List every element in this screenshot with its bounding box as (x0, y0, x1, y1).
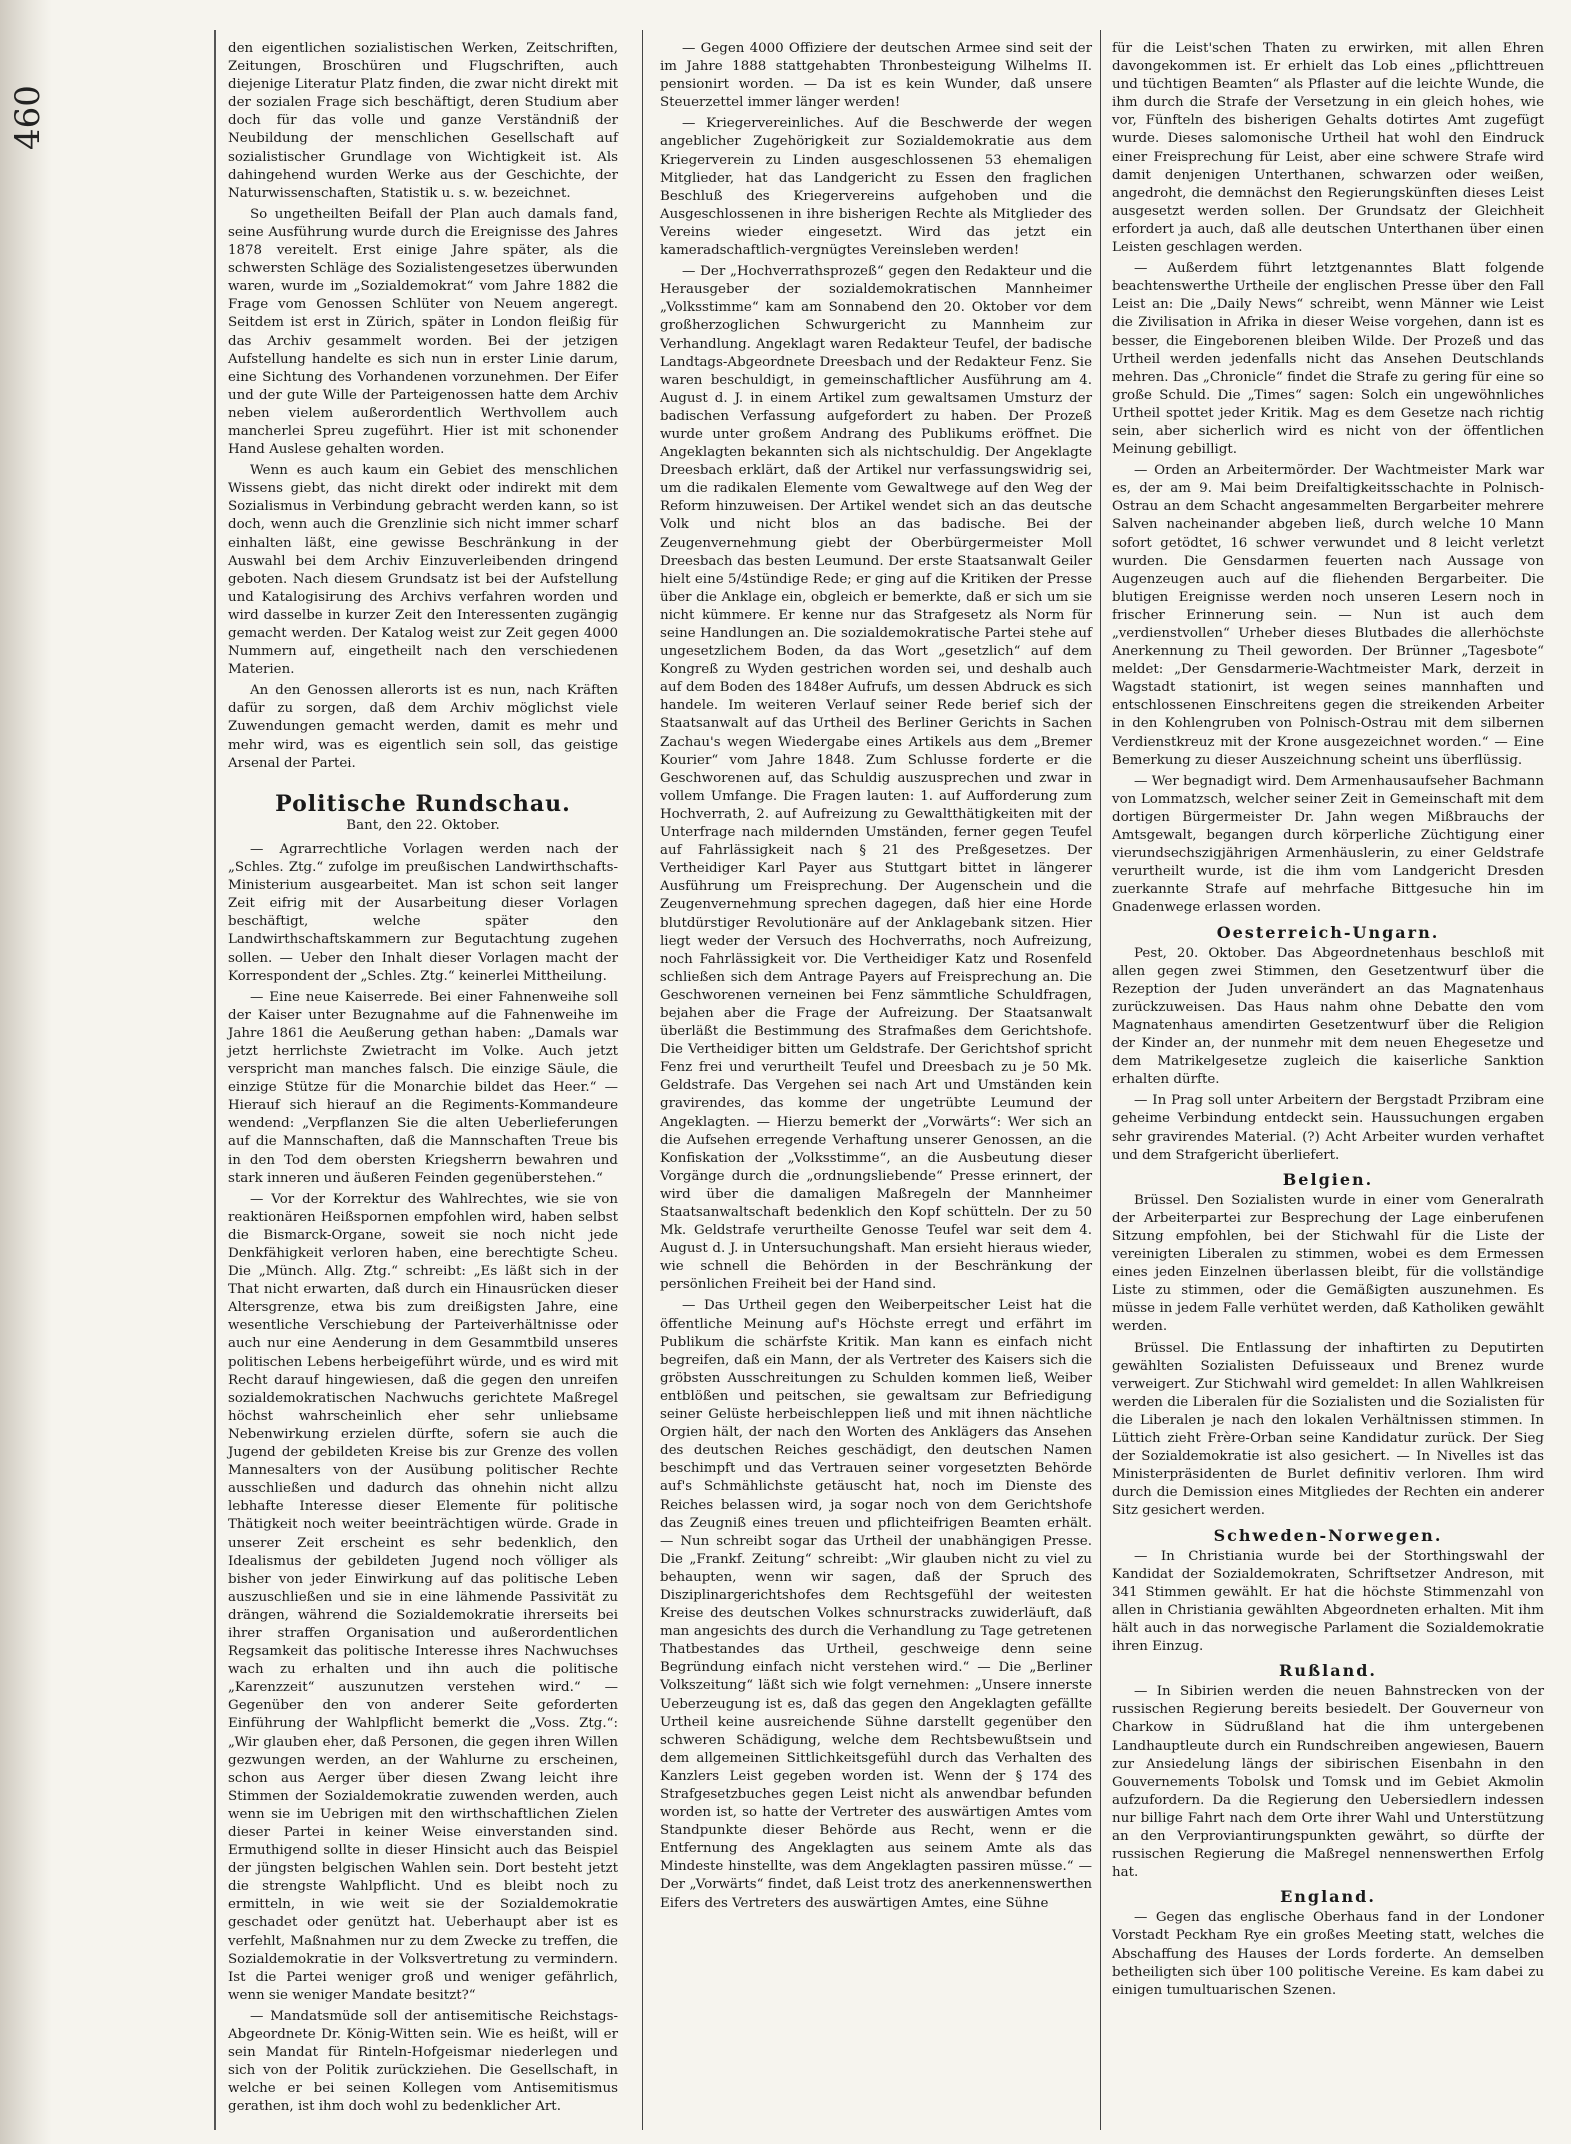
column-1 (228, 40, 618, 2120)
paragraph: — Gegen 4000 Offiziere der deutschen Armee sind seit der im Jahre 1888 stattgehabten Thronbesteigung Wilhelms II. pensionirt worden. — Da ist es kein Wunder, daß unsere Steuerzettel immer länger werden! (660, 41, 1092, 111)
paragraph: — In Prag soll unter Arbeitern der Bergstadt Przibram eine geheime Verbindung entdeckt sein. Haussuchungen ergaben sehr gravirendes Material. (?) Acht Arbeiter wurden verhaftet und dem Strafgericht überliefert. (1112, 1093, 1544, 1163)
paragraph: — Kriegervereinliches. Auf die Beschwerde der wegen angeblicher Zugehörigkeit zur Sozialdemokratie aus dem Kriegerverein zu Linden ausgeschlossenen 53 ehemaligen Mitglieder, hat das Landgericht zu Essen den fraglichen Beschluß des Kriegervereins aufgehoben und die Ausgeschlossenen in ihre bisherigen Rechte als Mitglieder des Vereins wieder eingesetzt. Wird das jetzt ein kameradschaftlich-vergnügtes Vereinsleben werden! (660, 116, 1092, 259)
paragraph: — In Sibirien werden die neuen Bahnstrecken von der russischen Regierung bereits besiedelt. Der Gouverneur von Charkow in Südrußland hat die ihm untergebenen Landhauptleute durch ein Rundschreiben angewiesen, Bauern zur Ansiedelung längs der sibirischen Eisenbahn in den Gouvernements Tobolsk und Tomsk und im Gebiet Akmolin aufzufordern. Da die Regierung den Uebersiedlern indessen nur billige Fahrt nach dem Orte ihrer Wahl und Unterstützung an den Verproviantirungspunkten gewährt, so dürfte der russischen Regierung die Maßregel nennenswerthen Erfolg hat. (1112, 1684, 1544, 1881)
country-heading: Oesterreich-Ungarn. (1216, 922, 1440, 942)
column-2 (660, 40, 1092, 1916)
dateline: Bant, den 22. Oktober. (346, 817, 500, 833)
column-rule (642, 30, 643, 2130)
paragraph: — Gegen das englische Oberhaus fand in der Londoner Vorstadt Peckham Rye ein großes Meeting statt, welches die Abschaffung des Hauses der Lords forderte. An demselben betheiligten sich über 100 politische Vereine. Es kam dabei zu einigen tumultuarischen Szenen. (1112, 1910, 1544, 1998)
binding-edge (0, 0, 52, 2144)
left-border-rule (214, 30, 216, 2130)
paragraph: — Das Urtheil gegen den Weiberpeitscher Leist hat die öffentliche Meinung auf's Höchste erregt und erfährt im Publikum die schärfste Kritik. Man kann es einfach nicht begreifen, daß ein Mann, der als Vertreter des Kaisers sich die gröbsten Ausschreitungen zu Schulden kommen ließ, Weiber entblößen und peitschen, sie gewaltsam zur Befriedigung seiner Gelüste herbeischleppen ließ und mit ihnen nächtliche Orgien hält, der nach den Worten des Anklägers das Ansehen des deutschen Reiches geschädigt, den deutschen Namen beschimpft und das Vertrauen seiner vorgesetzten Behörde auf's Schmählichste getäuscht hat, noch im Dienste des Reiches belassen wird, ja sogar noch von dem Gerichtshofe das Zeugniß eines treuen und pflichteifrigen Beamten erhält. — Nun schreibt sogar das Urtheil der unabhängigen Presse. Die „Frankf. Zeitung“ schreibt: „Wir glauben nicht zu viel zu behaupten, wenn wir sagen, daß der Spruch des Disziplinargerichtshofes dem Rechtsgefühl der weitesten Kreise des deutschen Volkes schnurstracks zuwiderläuft, daß man angesichts des durch die Verhandlung zu Tage getretenen Thatbestandes das Urtheil, geschweige denn seine Begründung einfach nicht verstehen wird.“ — Die „Berliner Volkszeitung“ läßt sich wie folgt vernehmen: „Unsere innerste Ueberzeugung ist es, daß das gegen den Angeklagten gefällte Urtheil keine ausreichende Sühne darstellt gegenüber den schweren Schädigung, welche dem Rechtsbewußtsein und dem allgemeinen Sittlichkeitsgefühl durch das Verhalten des Kanzlers Leist gegeben worden ist. Wenn der § 174 des Strafgesetzbuches gegen Leist nicht als anwendbar befunden worden ist, so hatte der Vertreter des auswärtigen Amtes vom Standpunkte dieser Behörde aus Recht, wenn er die Entfernung des Angeklagten aus seinem Amte als das Mindeste hinstellte, was dem Angeklagten passiren müsse.“ — Der „Vorwärts“ findet, daß Leist trotz des anerkennenswerthen Eifers des Vertreters des auswärtigen Amtes, eine Sühne (660, 1298, 1092, 1911)
paragraph: An den Genossen allerorts ist es nun, nach Kräften dafür zu sorgen, daß dem Archiv möglichst viele Zuwendungen gemacht werden, damit es mehr und mehr wird, was es eigentlich sein soll, das geistige Arsenal der Partei. (228, 683, 618, 771)
paragraph: — Eine neue Kaiserrede. Bei einer Fahnenweihe soll der Kaiser unter Bezugnahme auf die Fahnenweihe im Jahre 1861 die Aeußerung gethan haben: „Damals war jetzt herrlichste Zwietracht im Volke. Auch jetzt verspricht man manches falsch. Die einzige Säule, die einzige Stütze für die Monarchie bildet das Heer.“ — Hierauf sich hierauf an die Regiments-Kommandeure wendend: „Verpflanzen Sie die alten Ueberlieferungen auf die Mannschaften, daß die Mannschaften Treue bis in den Tod dem obersten Kriegsherrn bewahren und stark inneren und äußeren Feinden gegenüberstehen.“ (228, 989, 618, 1186)
country-heading: England. (1280, 1887, 1376, 1907)
paragraph: den eigentlichen sozialistischen Werken, Zeitschriften, Zeitungen, Broschüren und Flugschriften, auch diejenige Literatur Platz finden, die zwar nicht direkt mit der sozialen Frage sich beschäftigt, deren Studium aber doch für das volle und ganze Verständniß der Neubildung der menschlichen Gesellschaft auf sozialistischer Grundlage von Wichtigkeit ist. Als dahingehend wurden Werke aus der Geschichte, der Naturwissenschaften, Statistik u. s. w. bezeichnet. (228, 41, 618, 201)
paragraph: Pest, 20. Oktober. Das Abgeordnetenhaus beschloß mit allen gegen zwei Stimmen, den Gesetzentwurf über die Rezeption der Juden unverändert an das Magnatenhaus zurückzuweisen. Das Haus nahm ohne Debatte den vom Magnatenhaus amendirten Gesetzentwurf über die Religion der Kinder an, der nunmehr mit dem neuen Ehegesetze und dem Matrikelgesetze zugleich die kaiserliche Sanktion erhalten dürfte. (1112, 945, 1544, 1088)
paragraph: — Außerdem führt letztgenanntes Blatt folgende beachtenswerthe Urtheile der englischen Presse über den Fall Leist an: Die „Daily News“ schreibt, wenn Männer wie Leist die Zivilisation in Afrika in dieser Weise vorgehen, dann ist es besser, die Eingeborenen bleiben Wilde. Der Prozeß und das Urtheil werden jedenfalls nicht das Ansehen Deutschlands mehren. Das „Chronicle“ findet die Strafe zu gering für eine so große Schuld. Die „Times“ sagen: Solch ein ungewöhnliches Urtheil spottet jeder Kritik. Mag es dem Gesetze nach richtig sein, aber sicherlich wird es nicht von der öffentlichen Meinung gebilligt. (1112, 261, 1544, 458)
paragraph: Wenn es auch kaum ein Gebiet des menschlichen Wissens giebt, das nicht direkt oder indirekt mit dem Sozialismus in Verbindung gebracht werden kann, so ist doch, wenn auch die Grenzlinie sich nicht immer scharf einhalten läßt, eine gewisse Beschränkung in der Auswahl bei dem Archiv Einzuverleibenden dringend geboten. Nach diesem Grundsatz ist bei der Aufstellung und Katalogisirung des Archivs verfahren worden und wird dasselbe in kurzer Zeit den Interessenten zugängig gemacht werden. Der Katalog weist zur Zeit gegen 4000 Nummern auf, eingetheilt nach den verschiedenen Materien. (228, 463, 618, 678)
paragraph: — In Christiania wurde bei der Storthingswahl der Kandidat der Sozialdemokraten, Schriftsetzer Andreson, mit 341 Stimmen gewählt. Er hat die höchste Stimmenzahl von allen in Christiania gewählten Abgeordneten erhalten. Mit ihm hält auch in das norwegische Parlament die Sozialdemokratie ihren Einzug. (1112, 1548, 1544, 1655)
country-heading: Belgien. (1282, 1169, 1374, 1189)
page-number: 460 (8, 85, 48, 150)
column-3 (1112, 40, 1544, 2003)
paragraph: — Mandatsmüde soll der antisemitische Reichstags-Abgeordnete Dr. König-Witten sein. Wie es heißt, will er sein Mandat für Rinteln-Hofgeismar niederlegen und sich von der Politik zurückziehen. Die Gesellschaft, in welche er bei seinen Kollegen vom Antisemitismus gerathen, ist ihm doch wohl zu bedenklicher Art. (228, 2008, 618, 2115)
paragraph: So ungetheilten Beifall der Plan auch damals fand, seine Ausführung wurde durch die Ereignisse des Jahres 1878 vereitelt. Erst einige Jahre später, als die schwersten Schläge des Sozialistengesetzes überwunden waren, wurde im „Sozialdemokrat“ vom Jahre 1882 die Frage vom Genossen Schlüter von Neuem angeregt. Seitdem ist erst in Zürich, später in London fleißig für das Archiv gesammelt worden. Bei der jetzigen Aufstellung handelte es sich nun in erster Linie darum, eine Sichtung des Vorhandenen vorzunehmen. Der Eifer und der gute Wille der Parteigenossen hatte dem Archiv neben vielem außerordentlich Werthvollem auch mancherlei Spreu zugeführt. Hier ist mit schonender Hand Auslese gehalten worden. (228, 206, 618, 458)
paragraph: Brüssel. Die Entlassung der inhaftirten zu Deputirten gewählten Sozialisten Defuisseaux und Brenez wurde verweigert. Zur Stichwahl wird gemeldet: In allen Wahlkreisen werden die Liberalen für die Sozialisten und die Sozialisten für die Liberalen je nach den lokalen Verhältnissen stimmen. In Lüttich zieht Frère-Orban seine Kandidatur zurück. Der Sieg der Sozialdemokratie ist also gesichert. — In Nivelles ist das Ministerpräsidenten de Burlet definitiv verloren. Ihm wird durch die Demission eines Mitgliedes der Rechten ein anderer Sitz gesichert werden. (1112, 1340, 1544, 1519)
paragraph: — Agrarrechtliche Vorlagen werden nach der „Schles. Ztg.“ zufolge im preußischen Landwirthschafts-Ministerium ausgearbeitet. Man ist schon seit langer Zeit eifrig mit der Ausarbeitung dieser Vorlagen beschäftigt, welche später den Landwirthschaftskammern zur Begutachtung zugehen sollen. — Ueber den Inhalt dieser Vorlagen macht der Korrespondent der „Schles. Ztg.“ keinerlei Mittheilung. (228, 841, 618, 984)
paragraph: Brüssel. Den Sozialisten wurde in einer vom Generalrath der Arbeiterpartei zur Besprechung der Lage einberufenen Sitzung empfohlen, bei der Stichwahl für die Liste der vereinigten Liberalen zu stimmen, wobei es dem Ermessen eines jeden Einzelnen überlassen bleibt, für die vollständige Liste zu stimmen, oder die Gemäßigten auszunehmen. Es müsse in jedem Falle verhütet werden, daß Katholiken gewählt werden. (1112, 1192, 1544, 1335)
paragraph: — Der „Hochverrathsprozeß“ gegen den Redakteur und die Herausgeber der sozialdemokratischen Mannheimer „Volksstimme“ kam am Sonnabend den 20. Oktober vor dem großherzoglichen Schwurgericht zu Mannheim zur Verhandlung. Angeklagt waren Redakteur Teufel, der badische Landtags-Abgeordnete Dreesbach und der Redakteur Fenz. Sie waren beschuldigt, in gemeinschaftlicher Ausführung am 4. August d. J. in einem Artikel zum gewaltsamen Umsturz der badischen Verfassung aufgefordert zu haben. Der Prozeß wurde unter großem Andrang des Publikums eröffnet. Die Angeklagten bekannten sich als nichtschuldig. Der Angeklagte Dreesbach erklärt, daß der Artikel nur verfassungswidrig sei, um die radikalen Elemente vom Gewaltwege auf den Weg der Reform hinzuweisen. Der Artikel wendet sich an das deutsche Volk und nicht blos an das badische. Bei der Zeugenvernehmung giebt der Oberbürgermeister Moll Dreesbach das besten Leumund. Der erste Staatsanwalt Geiler hielt eine 5/4stündige Rede; er ging auf die Kritiken der Presse über die Anklage ein, obgleich er bemerkte, daß er sich um sie nicht kümmere. Er kenne nur das Strafgesetz als Norm für seine Handlungen an. Die sozialdemokratische Partei stehe auf ungesetzlichem Boden, da das Wort „gesetzlich“ auf dem Kongreß zu Wyden gestrichen worden sei, und deshalb auch auf dem Boden des 1848er Aufrufs, um dessen Abdruck es sich handele. Im weiteren Verlauf seiner Rede berief sich der Staatsanwalt auf das Urtheil des Berliner Gerichts in Sachen Zachau's wegen Wiedergabe eines Artikels aus dem „Bremer Kourier“ vom Jahre 1848. Zum Schlusse forderte er die Geschworenen auf, das Schuldig auszusprechen und zwar in vollem Umfange. Die Fragen lauten: 1. auf Aufforderung zum Hochverrath, 2. auf Aufreizung zu Gewaltthätigkeiten mit der Unterfrage nach mildernden Umständen, ferner gegen Teufel auf Fahrlässigkeit nach § 21 des Preßgesetzes. Der Vertheidiger Karl Payer aus Stuttgart bittet in längerer Ausführung um Freisprechung. Der Augenschein und die Zeugenvernehmung sprechen dagegen, daß hier eine Horde blutdürstiger Revolutionäre auf der Anklagebank sitzen. Hier liegt weder der Versuch des Hochverraths, noch Aufreizung, noch Fahrlässigkeit vor. Die Vertheidiger Katz und Rosenfeld schließen sich dem Antrage Payers auf Freisprechung an. Die Geschworenen verneinen bei Fenz sämmtliche Schuldfragen, bejahen aber die Frage der Aufreizung. Der Staatsanwalt überläßt die Bestimmung des Strafmaßes dem Gerichtshofe. Die Vertheidiger bitten um Geldstrafe. Der Gerichtshof spricht Fenz frei und verurtheilt Teufel und Dreesbach zu je 50 Mk. Geldstrafe. Das Vergehen sei nach Art und Umständen kein gravirendes, das komme der ungetrübte Leumund der Angeklagten. — Hierzu bemerkt der „Vorwärts“: Wer sich an die Aufsehen erregende Verhaftung unserer Genossen, an die Konfiskation der „Volksstimme“, an die Ausbeutung dieser Vorgänge durch die „ordnungsliebende“ Presse erinnert, der wird über die damaligen Maßregeln der Mannheimer Staatsanwaltschaft bedenklich den Kopf schütteln. Der zu 50 Mk. Geldstrafe verurtheilte Genosse Teufel war seit dem 4. August d. J. in Untersuchungshaft. Man ersieht hieraus wieder, wie schnell die Behörden in der Beschränkung der persönlichen Freiheit bei der Hand sind. (660, 264, 1092, 1293)
country-heading: Schweden-Norwegen. (1213, 1525, 1443, 1545)
paragraph: — Wer begnadigt wird. Dem Armenhausaufseher Bachmann von Lommatzsch, welcher seiner Zeit in Gemeinschaft mit dem dortigen Bürgermeister Dr. Jahn wegen Mißbrauchs der Amtsgewalt, begangen durch körperliche Züchtigung einer vierundsechszigjährigen Armenhäuslerin, zu einer Geldstrafe verurtheilt wurde, ist die ihm vom Landgericht Dresden zuerkannte Strafe auf mehrfache Bittgesuche hin im Gnadenwege erlassen worden. (1112, 773, 1544, 916)
paragraph: — Orden an Arbeitermörder. Der Wachtmeister Mark war es, der am 9. Mai beim Dreifaltigkeitsschachte in Polnisch-Ostrau an dem Schacht angesammelten Bergarbeiter mehrere Salven nacheinander abgeben ließ, durch welche 10 Mann sofort getödtet, 16 schwer verwundet und 8 leicht verletzt wurden. Die Gensdarmen feuerten nach Aussage von Augenzeugen auch auf die fliehenden Bergarbeiter. Die blutigen Ereignisse werden noch unseren Lesern noch in frischer Erinnerung sein. — Nun ist auch dem „verdienstvollen“ Urheber dieses Blutbades die allerhöchste Anerkennung zu Theil geworden. Der Brünner „Tagesbote“ meldet: „Der Gensdarmerie-Wachtmeister Mark, derzeit in Wagstadt stationirt, ist wegen seines mannhaften und entschlossenen Einschreitens gegen die streikenden Arbeiter in den Kohlengruben von Polnisch-Ostrau mit dem silbernen Verdienstkreuz mit der Krone ausgezeichnet worden.“ — Eine Bemerkung zu dieser Auszeichnung scheint uns überflüssig. (1112, 463, 1544, 768)
paragraph: für die Leist'schen Thaten zu erwirken, mit allen Ehren davongekommen ist. Er erhielt das Lob eines „pflichttreuen und tüchtigen Beamten“ als Pflaster auf die leichte Wunde, die ihm durch die Strafe der Versetzung in ein gleich hohes, wie vor, Fünfteln des bisherigen Gehalts dotirtes Amt zugefügt wurde. Dieses salomonische Urtheil hat wohl den Eindruck einer Freisprechung für Leist, aber eine schwere Strafe wird damit denjenigen Unterthanen, schwarzen oder weißen, angedroht, die demnächst den Regierungskünften dieses Leist ausgesetzt werden sollen. Der Grundsatz der Gleichheit erfordert ja auch, daß alle deutschen Unterthanen über einen Leisten geschlagen werden. (1112, 41, 1544, 256)
paragraph: — Vor der Korrektur des Wahlrechtes, wie sie von reaktionären Heißspornen empfohlen wird, haben selbst die Bismarck-Organe, soweit sie noch nicht jede Denkfähigkeit verloren haben, eine berechtigte Scheu. Die „Münch. Allg. Ztg.“ schreibt: „Es läßt sich in der That nicht erwarten, daß durch ein Hinausrücken dieser Altersgrenze, etwa bis zum dreißigsten Jahre, eine wesentliche Verschiebung der Parteiverhältnisse oder auch nur eine Aenderung in dem Gesammtbild unseres politischen Lebens herbeigeführt würde, und es wird mit Recht darauf hingewiesen, daß die gegen den unreifen sozialdemokratischen Nachwuchs gerichtete Maßregel höchst wahrscheinlich eher sehr unliebsame Nebenwirkung erzielen dürfte, sofern sie auch die Jugend der gebildeten Kreise bis zur Grenze des vollen Mannesalters von der Ausübung politischer Rechte ausschließen und dadurch das ohnehin nicht allzu lebhafte Interesse dieser Elemente für politische Thätigkeit noch weiter beeinträchtigen würde. Grade in unserer Zeit erscheint es sehr bedenklich, den Idealismus der gebildeten Jugend noch völliger als bisher von jeder Einwirkung auf das politische Leben auszuschließen und sie in eine lähmende Passivität zu drängen, während die Sozialdemokratie ihrerseits bei ihrer straffen Organisation und außerordentlichen Regsamkeit das politische Interesse ihres Nachwuchses wach zu erhalten und ihn auch die politische „Karenzzeit“ auszunutzen verstehen wird.“ — Gegenüber den von anderer Seite geforderten Einführung der Wahlpflicht bemerkt die „Voss. Ztg.“: „Wir glauben eher, daß Personen, die gegen ihren Willen gezwungen werden, an der Wahlurne zu erscheinen, schon aus Aerger über diesen Zwang leicht ihre Stimmen der Sozialdemokratie zuwenden werden, auch wenn sie im Uebrigen mit den wirthschaftlichen Zielen dieser Partei in keiner Weise einverstanden sind. Ermuthigend sollte in dieser Hinsicht auch das Beispiel der jüngsten belgischen Wahlen sein. Dort besteht jetzt die strengste Wahlpflicht. Und es bleibt noch zu ermitteln, in wie weit sie der Sozialdemokratie geschadet oder genützt hat. Ueberhaupt aber ist es verfehlt, Maßnahmen nur zu dem Zwecke zu treffen, die Sozialdemokratie in der Volksvertretung zu vermindern. Ist die Partei weniger groß und weniger gefährlich, wenn sie weniger Mandate besitzt?“ (228, 1191, 618, 2003)
country-heading: Rußland. (1279, 1661, 1377, 1681)
column-rule (1100, 30, 1101, 2130)
section-title: Politische Rundschau. (275, 790, 571, 817)
